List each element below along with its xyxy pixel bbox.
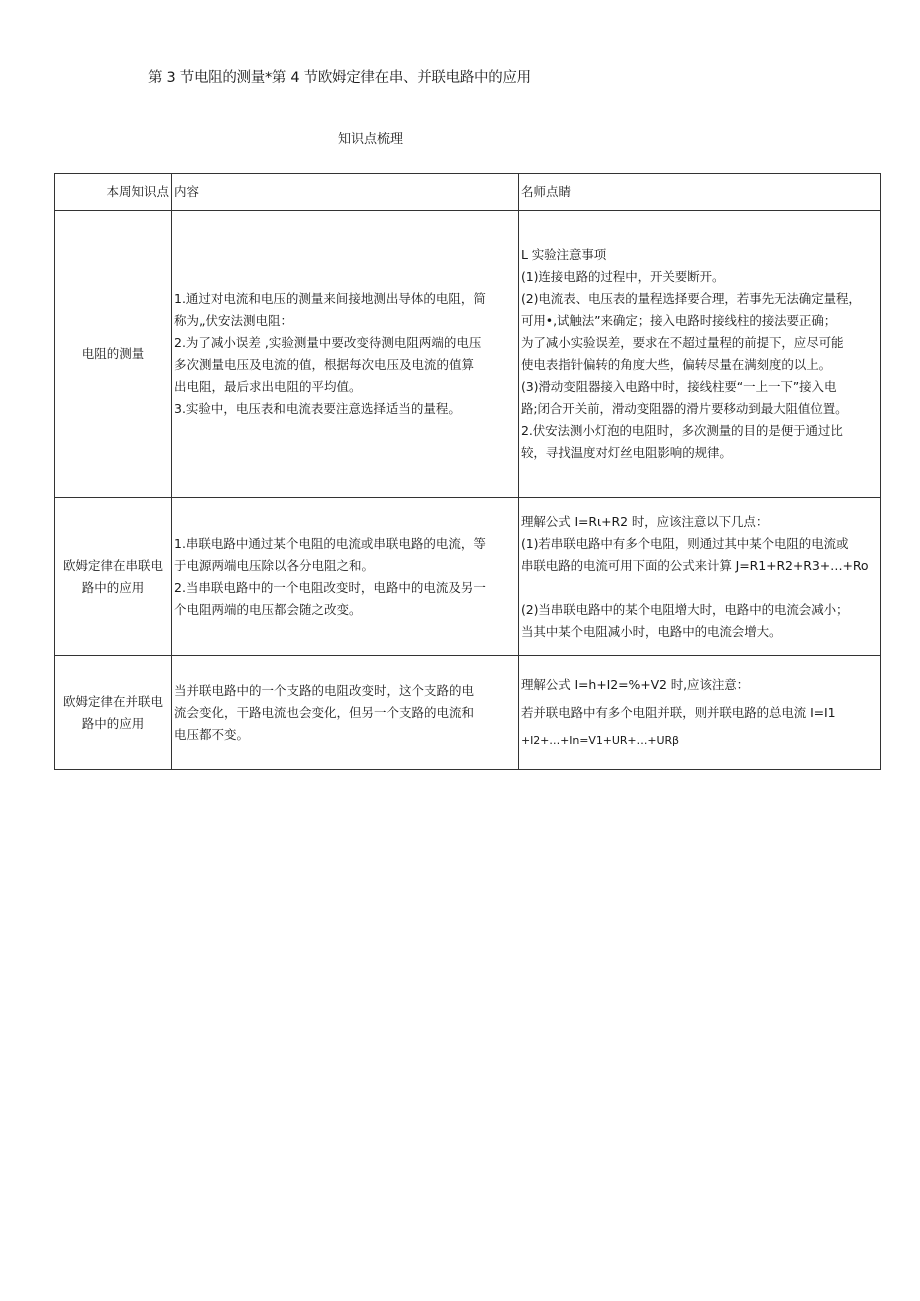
- header-topic: 本周知识点: [55, 174, 172, 211]
- row-topic: [55, 498, 172, 656]
- tip-line: 若并联电路中有多个电阻并联，则并联电路的总电流 I=I1: [521, 704, 836, 720]
- table-row: [55, 656, 881, 770]
- tip-line: 2.伏安法测小灯泡的电阻时，多次测量的目的是便于通过比: [521, 423, 843, 438]
- document-title: 第 3 节电阻的测量*第 4 节欧姆定律在串、并联电路中的应用: [148, 70, 531, 86]
- table-row: [55, 498, 881, 656]
- topic-line: 路中的应用: [81, 579, 145, 595]
- tip-line: 当其中某个电阻减小时，电路中的电流会增大。: [521, 623, 782, 639]
- table-row: [55, 211, 881, 498]
- tip-line: +I2+…+In=V1+UR+…+URβ: [521, 733, 679, 747]
- tip-line: 理解公式 I=Rι+R2 时，应该注意以下几点：: [521, 513, 769, 529]
- tip-line: 理解公式 I=h+I2=%+V2 时,应该注意：: [521, 676, 750, 692]
- tip-line: (3)滑动变阻器接入电路中时，接线柱要“一上一下”接入电: [521, 379, 837, 394]
- row-tips: [519, 211, 881, 498]
- topic-line: 欧姆定律在串联电: [62, 557, 163, 573]
- content-line: 流会变化，干路电流也会变化，但另一个支路的电流和: [174, 704, 475, 720]
- header-content: 内容: [172, 174, 519, 211]
- tip-line: (2)当串联电路中的某个电阻增大时，电路中的电流会减小；: [521, 601, 849, 617]
- row-tips: [519, 498, 881, 656]
- table-header-row: [55, 174, 881, 211]
- content-line: 个电阻两端的电压都会随之改变。: [174, 601, 362, 617]
- topic-line: 欧姆定律在并联电: [62, 693, 163, 709]
- content-line: 2.当串联电路中的一个电阻改变时，电路中的电流及另一: [174, 579, 486, 595]
- row-tips: [519, 656, 881, 770]
- knowledge-table: [54, 173, 881, 770]
- row-content: [172, 498, 519, 656]
- section-heading: 知识点梳理: [338, 132, 404, 147]
- content-line: 称为„伏安法测电阻：: [174, 313, 293, 328]
- content-line: 1.串联电路中通过某个电阻的电流或串联电路的电流，等: [174, 535, 486, 551]
- content-line: 2.为了减小误差 ,实验测量中要改变待测电阻两端的电压: [174, 335, 482, 350]
- row-topic: [55, 656, 172, 770]
- content-line: 多次测量电压及电流的值，根据每次电压及电流的值算: [174, 357, 475, 372]
- row-content: [172, 656, 519, 770]
- tip-line: (1)若串联电路中有多个电阻，则通过其中某个电阻的电流或: [521, 535, 849, 551]
- row-topic: 电阻的测量: [55, 211, 172, 498]
- topic-line: 路中的应用: [81, 715, 145, 731]
- content-line: 1.通过对电流和电压的测量来间接地测出导体的电阻，简: [174, 291, 486, 306]
- tip-line: (2)电流表、电压表的量程选择要合理，若事先无法确定量程，: [521, 291, 861, 306]
- content-line: 于电源两端电压除以各分电阻之和。: [174, 557, 375, 573]
- tip-line: L 实验注意事项: [521, 247, 607, 262]
- tip-line: 较，寻找温度对灯丝电阻影响的规律。: [521, 445, 732, 460]
- content-line: 出电阻，最后求出电阻的平均值。: [174, 379, 362, 394]
- tip-line: 可用•,试触法”来确定；接入电路时接线柱的接法要正确；: [521, 313, 837, 328]
- tip-line: 使电表指针偏转的角度大些，偏转尽量在满刻度的以上。: [521, 357, 832, 372]
- content-line: 当并联电路中的一个支路的电阻改变时，这个支路的电: [174, 682, 475, 698]
- tip-line: (1)连接电路的过程中，开关要断开。: [521, 269, 725, 284]
- tip-line: 为了减小实验误差，要求在不超过量程的前提下，应尽可能: [521, 335, 844, 350]
- header-tips: 名师点睛: [519, 174, 881, 211]
- tip-line: 串联电路的电流可用下面的公式来计算 J=R1+R2+R3+…+Ro: [521, 557, 869, 573]
- content-line: 电压都不变。: [174, 726, 250, 742]
- tip-line: 路;闭合开关前，滑动变阻器的滑片要移动到最大阻值位置。: [521, 401, 848, 416]
- tip-line: [521, 577, 878, 599]
- row-content: [172, 211, 519, 498]
- content-line: 3.实验中，电压表和电流表要注意选择适当的量程。: [174, 401, 461, 416]
